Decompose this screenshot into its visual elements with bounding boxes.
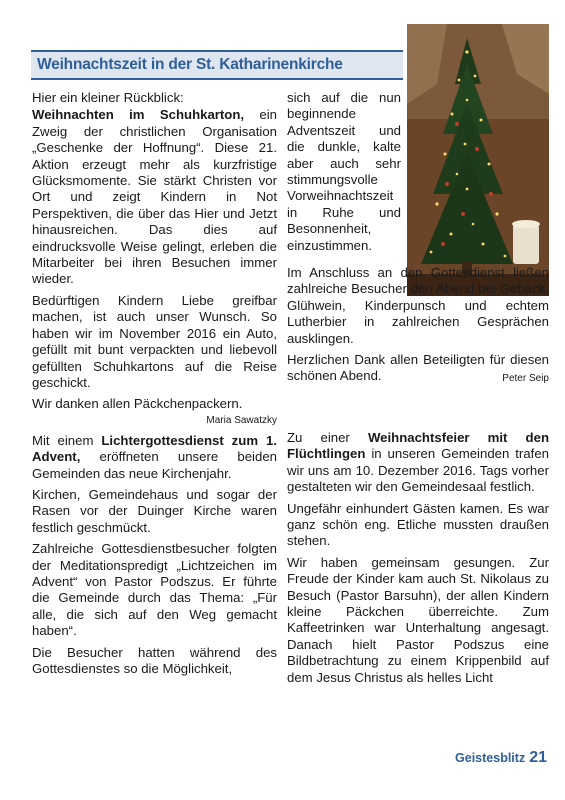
feier-text-a: Zu einer (287, 430, 368, 445)
lichter-heading: Lichtergottesdienst zum 1. Advent, (32, 432, 277, 465)
title-bar (31, 50, 403, 80)
paragraph-lichtergottesdienst (32, 433, 277, 482)
left-column (32, 90, 277, 682)
paragraph-schuhkarton (32, 107, 277, 287)
page-number: 21 (529, 749, 547, 766)
paragraph-weihnachtsfeier (287, 430, 549, 496)
paragraph-kirchen: Kirchen, Gemeindehaus und sogar der Rasen vor der Duinger Kirche waren festlich geschmückt. (32, 486, 277, 535)
paragraph-herzlichen-dank (287, 352, 549, 385)
right-top-column (287, 90, 401, 259)
paragraph-dank: Wir danken allen Päckchenpackern. (32, 396, 243, 412)
right-column-lower (287, 430, 549, 691)
paragraph-gesungen: Wir haben gemeinsam gesungen. Zur Freude der Kinder kam auch St. Nikolaus zu Besuch (Pastor Barsuhn), der allen Kindern kleine Päckchen überreichte. Zum Kaffeetrinken war Unterhaltung angesagt. Danach hielt Pastor Podszus eine Bildbetrachtung zu einem Krippenbild auf dem Jesus Christus als helles Licht (287, 554, 549, 685)
christmas-tree-photo (407, 24, 549, 296)
feier-heading: Weihnachtsfeier mit den Flüchtlingen (287, 430, 549, 462)
paragraph-anschluss: Im Anschluss an den Gottesdienst ließen zahlreiche Besucher den Abend bei Gebäck, Glühwein, Kinderpunsch und echtem Lutherbier in zahlreichen Gesprächen ausklingen. (287, 265, 549, 346)
signature-maria-sawatzky: Maria Sawatzky (206, 414, 277, 426)
footer (455, 749, 547, 767)
magazine-name: Geistesblitz (455, 751, 526, 765)
herzlichen-text: Herzlichen Dank allen Beteiligten für diesen schönen Abend. (287, 352, 549, 384)
intro-text: Hier ein kleiner Rückblick: (32, 90, 184, 105)
feier-text: in unseren Gemeinden trafen wir uns am 10. Dezember 2016. Tags vorher gestalteten wir den Gemeindesaal festlich. (287, 446, 549, 495)
schuhkarton-heading: Weihnachten im Schuhkarton, (32, 107, 245, 123)
christmas-tree-icon (407, 24, 549, 296)
lichter-text: eröffneten unsere beiden Gemeinden das neue Kirchenjahr. (32, 449, 277, 481)
right-column (287, 265, 549, 388)
signature-peter-seip: Peter Seip (502, 373, 549, 385)
page-title: Weihnachtszeit in der St. Katharinenkirche (37, 56, 343, 73)
paragraph-wunsch: Bedürftigen Kindern Liebe greifbar machen, ist auch unser Wunsch. So haben wir im November 2016 ein Auto, gefüllt mit bunt verpackten und liebevoll gefüllten Schuhkartons auf die Reise geschickt. (32, 292, 277, 390)
paragraph-gaeste: Ungefähr einhundert Gästen kamen. Es war ganz schön eng. Etliche mussten draußen stehen. (287, 500, 549, 549)
paragraph-adventszeit: sich auf die nun beginnende Adventszeit und die dunkle, kalte aber auch sehr stimmungsvolle Vorweihnachtszeit in Ruhe und Besonnenheit, einzustimmen. (287, 90, 401, 253)
paragraph-meditation: Zahlreiche Gottesdienstbesucher folgten der Meditationspredigt „Lichtzeichen im Advent“ von Pastor Podszus. Er führte die Gemeinde durch das Thema: „Für alle, die sich auf den Weg gemacht haben“. (32, 541, 277, 639)
lichter-text-a: Mit einem (32, 432, 102, 448)
schuhkarton-text: ein Zweig der christlichen Organisation „Geschenke der Hoffnung“. Diese 21. Aktion erzeugt mehr als kurzfristige Glücksmomente. Sie stärkt Christen vor Ort und zeigt Kindern in Not Perspektiven, die über das Hier und Jetzt hinausreichen. Das dies auf eindrucksvolle Weise gelingt, erleben die Mitarbeiter bei ihren Besuchen immer wieder. (32, 107, 277, 287)
paragraph-besucher: Die Besucher hatten während des Gottesdienstes so die Möglichkeit, (32, 644, 277, 676)
